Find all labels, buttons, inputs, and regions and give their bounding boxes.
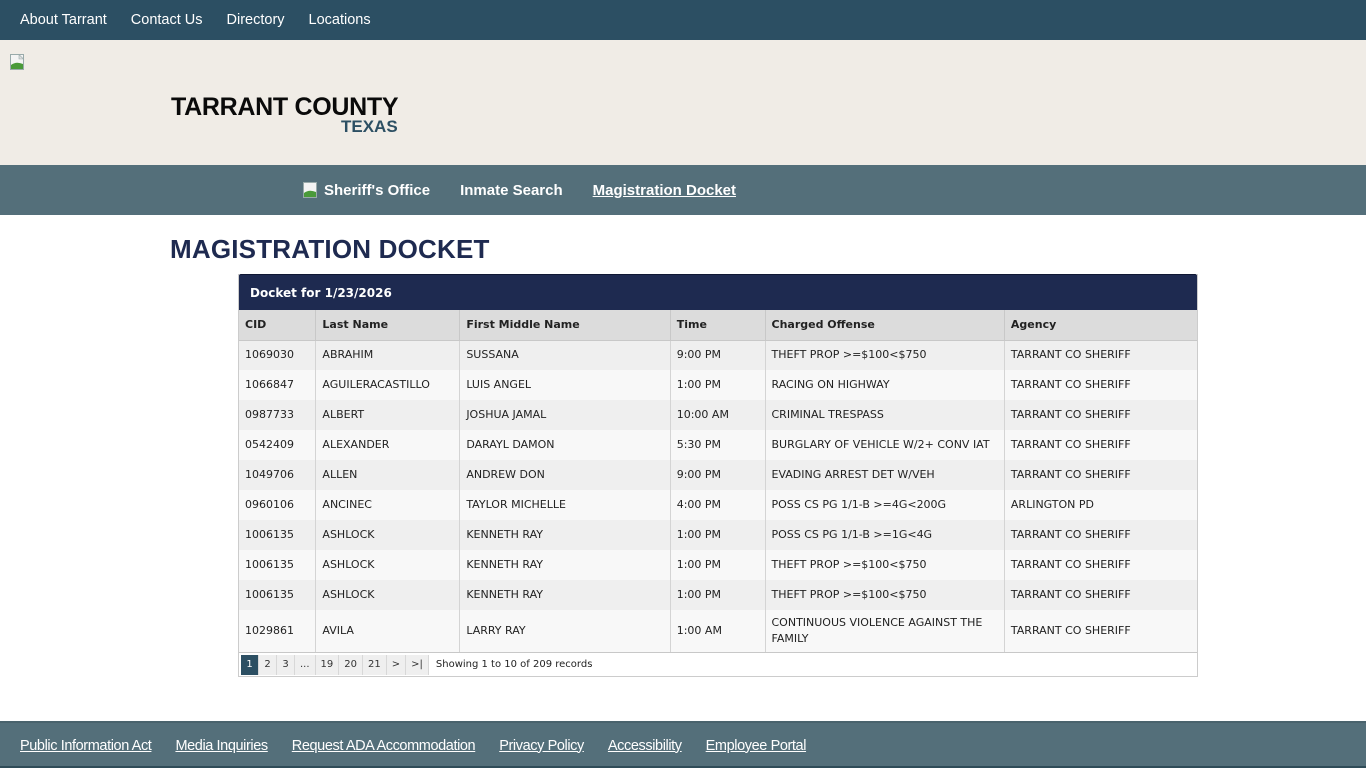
- page-ellipsis: ...: [295, 655, 316, 675]
- cell-time: 1:00 PM: [670, 550, 765, 580]
- page-button-3[interactable]: 3: [277, 655, 295, 675]
- cell-time: 4:00 PM: [670, 490, 765, 520]
- cell-cid: 1049706: [239, 460, 316, 490]
- cell-cid: 0987733: [239, 400, 316, 430]
- cell-time: 1:00 PM: [670, 520, 765, 550]
- cell-last-name: ALLEN: [316, 460, 460, 490]
- cell-charged-offense: POSS CS PG 1/1-B >=4G<200G: [765, 490, 1004, 520]
- page-button-2[interactable]: 2: [259, 655, 277, 675]
- cell-cid: 0960106: [239, 490, 316, 520]
- cell-time: 1:00 PM: [670, 580, 765, 610]
- footer-link-privacy-policy[interactable]: Privacy Policy: [499, 737, 584, 754]
- cell-agency: TARRANT CO SHERIFF: [1004, 400, 1197, 430]
- records-info: Showing 1 to 10 of 209 records: [435, 659, 593, 670]
- sub-nav-label: Inmate Search: [460, 181, 563, 199]
- cell-cid: 1066847: [239, 370, 316, 400]
- table-row: [239, 490, 1197, 520]
- cell-cid: 0542409: [239, 430, 316, 460]
- cell-first-middle-name: DARAYL DAMON: [460, 430, 670, 460]
- sub-nav-magistration-docket[interactable]: [593, 182, 736, 199]
- cell-agency: TARRANT CO SHERIFF: [1004, 610, 1197, 652]
- cell-first-middle-name: KENNETH RAY: [460, 550, 670, 580]
- page-button-1[interactable]: 1: [241, 655, 259, 675]
- cell-time: 9:00 PM: [670, 460, 765, 490]
- docket-table: [239, 310, 1197, 652]
- cell-charged-offense: THEFT PROP >=$100<$750: [765, 550, 1004, 580]
- cell-agency: TARRANT CO SHERIFF: [1004, 580, 1197, 610]
- cell-agency: TARRANT CO SHERIFF: [1004, 430, 1197, 460]
- column-header-charged-offense[interactable]: Charged Offense: [765, 310, 1004, 340]
- footer-link-accessibility[interactable]: Accessibility: [607, 737, 682, 754]
- cell-last-name: ASHLOCK: [316, 520, 460, 550]
- sub-nav-label: Sheriff's Office: [324, 181, 431, 199]
- sheriff-nav: [0, 165, 1366, 215]
- docket-date-header: Docket for 1/23/2026: [239, 274, 1197, 310]
- cell-cid: 1006135: [239, 580, 316, 610]
- broken-image-icon: [303, 182, 319, 198]
- cell-charged-offense: BURGLARY OF VEHICLE W/2+ CONV IAT: [765, 430, 1004, 460]
- top-nav-contact-us[interactable]: Contact Us: [130, 12, 203, 28]
- docket-panel: [238, 274, 1198, 677]
- cell-first-middle-name: JOSHUA JAMAL: [460, 400, 670, 430]
- table-row: [239, 610, 1197, 652]
- cell-first-middle-name: SUSSANA: [460, 340, 670, 370]
- cell-charged-offense: THEFT PROP >=$100<$750: [765, 580, 1004, 610]
- column-header-first-middle-name[interactable]: First Middle Name: [460, 310, 670, 340]
- cell-cid: 1006135: [239, 520, 316, 550]
- column-header-time[interactable]: Time: [670, 310, 765, 340]
- cell-agency: TARRANT CO SHERIFF: [1004, 460, 1197, 490]
- table-row: [239, 340, 1197, 370]
- cell-first-middle-name: ANDREW DON: [460, 460, 670, 490]
- site-banner: [0, 40, 1366, 165]
- cell-charged-offense: POSS CS PG 1/1-B >=1G<4G: [765, 520, 1004, 550]
- column-header-agency[interactable]: Agency: [1004, 310, 1197, 340]
- cell-first-middle-name: TAYLOR MICHELLE: [460, 490, 670, 520]
- top-nav: [0, 0, 1366, 40]
- last-page-button[interactable]: >|: [406, 655, 429, 675]
- footer-link-media-inquiries[interactable]: Media Inquiries: [175, 737, 268, 754]
- cell-time: 5:30 PM: [670, 430, 765, 460]
- cell-first-middle-name: LARRY RAY: [460, 610, 670, 652]
- cell-last-name: AGUILERACASTILLO: [316, 370, 460, 400]
- table-row: [239, 550, 1197, 580]
- cell-charged-offense: CRIMINAL TRESPASS: [765, 400, 1004, 430]
- table-row: [239, 580, 1197, 610]
- cell-cid: 1069030: [239, 340, 316, 370]
- column-header-cid[interactable]: CID: [239, 310, 316, 340]
- column-header-last-name[interactable]: Last Name: [316, 310, 460, 340]
- table-row: [239, 430, 1197, 460]
- table-row: [239, 520, 1197, 550]
- table-row: [239, 400, 1197, 430]
- cell-cid: 1006135: [239, 550, 316, 580]
- footer: [0, 721, 1366, 768]
- page-button-21[interactable]: 21: [363, 655, 387, 675]
- cell-last-name: ANCINEC: [316, 490, 460, 520]
- sub-nav-sheriffs-office[interactable]: [303, 182, 430, 199]
- cell-agency: TARRANT CO SHERIFF: [1004, 520, 1197, 550]
- page-title: MAGISTRATION DOCKET: [170, 234, 490, 264]
- cell-charged-offense: EVADING ARREST DET W/VEH: [765, 460, 1004, 490]
- footer-link-public-information-act[interactable]: Public Information Act: [20, 737, 152, 754]
- page-button-19[interactable]: 19: [316, 655, 340, 675]
- cell-last-name: AVILA: [316, 610, 460, 652]
- cell-last-name: ALEXANDER: [316, 430, 460, 460]
- table-header-row: [239, 310, 1197, 340]
- cell-last-name: ALBERT: [316, 400, 460, 430]
- top-nav-directory[interactable]: Directory: [226, 12, 285, 28]
- cell-last-name: ASHLOCK: [316, 550, 460, 580]
- top-nav-locations[interactable]: Locations: [308, 12, 371, 28]
- top-nav-about-tarrant[interactable]: About Tarrant: [20, 12, 107, 28]
- cell-time: 10:00 AM: [670, 400, 765, 430]
- county-logo-subtitle: TEXAS: [341, 117, 398, 136]
- table-row: [239, 370, 1197, 400]
- pagination: [239, 652, 1197, 676]
- cell-agency: ARLINGTON PD: [1004, 490, 1197, 520]
- sub-nav-inmate-search[interactable]: [460, 182, 563, 199]
- cell-time: 9:00 PM: [670, 340, 765, 370]
- broken-image-icon[interactable]: [10, 54, 26, 70]
- footer-link-employee-portal[interactable]: Employee Portal: [705, 737, 807, 754]
- table-row: [239, 460, 1197, 490]
- cell-agency: TARRANT CO SHERIFF: [1004, 340, 1197, 370]
- next-page-button[interactable]: >: [387, 655, 406, 675]
- footer-link-request-ada-accommodation[interactable]: Request ADA Accommodation: [291, 737, 476, 754]
- cell-first-middle-name: KENNETH RAY: [460, 580, 670, 610]
- cell-charged-offense: RACING ON HIGHWAY: [765, 370, 1004, 400]
- cell-cid: 1029861: [239, 610, 316, 652]
- county-logo-title[interactable]: TARRANT COUNTY: [171, 93, 399, 121]
- cell-charged-offense: CONTINUOUS VIOLENCE AGAINST THE FAMILY: [765, 610, 1004, 652]
- page-button-20[interactable]: 20: [339, 655, 363, 675]
- cell-first-middle-name: LUIS ANGEL: [460, 370, 670, 400]
- cell-time: 1:00 AM: [670, 610, 765, 652]
- cell-last-name: ASHLOCK: [316, 580, 460, 610]
- cell-agency: TARRANT CO SHERIFF: [1004, 370, 1197, 400]
- cell-last-name: ABRAHIM: [316, 340, 460, 370]
- cell-charged-offense: THEFT PROP >=$100<$750: [765, 340, 1004, 370]
- sub-nav-label: Magistration Docket: [592, 181, 736, 199]
- cell-time: 1:00 PM: [670, 370, 765, 400]
- cell-agency: TARRANT CO SHERIFF: [1004, 550, 1197, 580]
- cell-first-middle-name: KENNETH RAY: [460, 520, 670, 550]
